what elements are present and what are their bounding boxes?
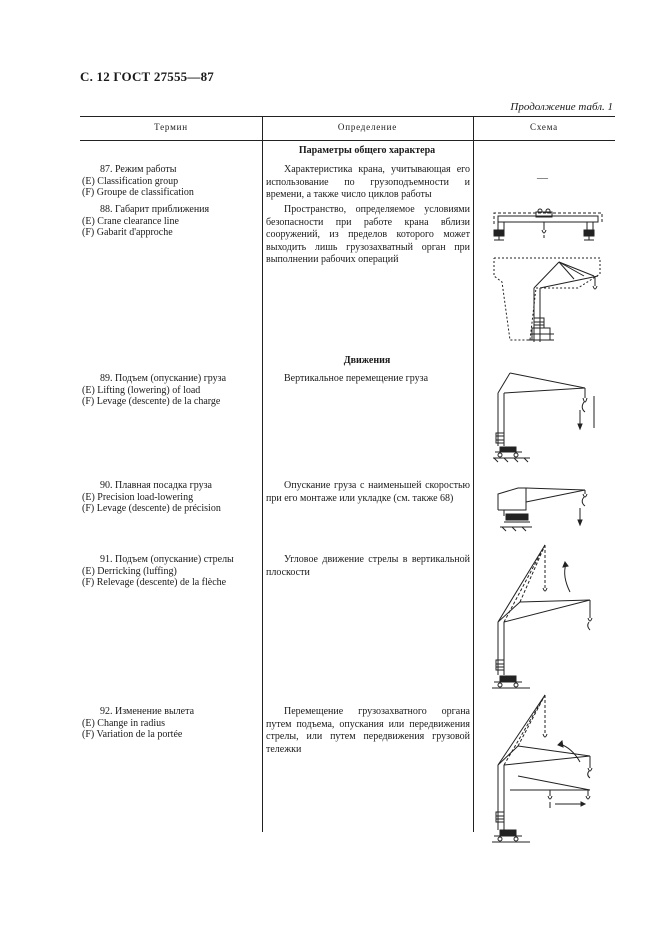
term-ru: Плавная посадка груза: [115, 480, 212, 491]
term-number: 90.: [100, 480, 113, 491]
column-divider-1: [262, 116, 263, 832]
scheme-89-lifting-figure: [490, 368, 610, 468]
term-89: [82, 373, 258, 408]
term-ru: Габарит приближения: [115, 204, 210, 215]
scheme-90-precision-lowering-figure: [490, 480, 610, 540]
page-header: С. 12 ГОСТ 27555—87: [80, 69, 214, 84]
term-ru: Подъем (опускание) стрелы: [115, 554, 234, 565]
column-header-term: Термин: [154, 122, 188, 132]
column-header-scheme: Схема: [530, 122, 558, 132]
table-header-rule: [80, 140, 615, 141]
term-fr: (F) Gabarit d'approche: [82, 227, 173, 238]
scheme-92-change-radius-figure: [490, 690, 610, 848]
column-header-definition: Определение: [337, 122, 398, 132]
scheme-87-dash: —: [537, 172, 548, 184]
term-ru: Режим работы: [115, 164, 177, 175]
term-number: 89.: [100, 373, 113, 384]
table-continuation-label: Продолжение табл. 1: [510, 101, 613, 113]
term-en: (E) Change in radius: [82, 717, 166, 729]
section-title-general: Параметры общего характера: [298, 145, 436, 156]
scheme-88-clearance-figure: [474, 200, 614, 345]
term-ru: Изменение вылета: [115, 706, 195, 717]
definition-90: Опускание груза с наименьшей скоростью при его монтаже или укладке (см. также 68): [266, 480, 470, 504]
term-number: 92.: [100, 706, 113, 717]
term-en: (E) Derricking (luffing): [82, 565, 177, 577]
term-fr: (F) Levage (descente) de précision: [82, 503, 221, 514]
term-fr: (F) Groupe de classification: [82, 187, 194, 198]
term-88: [82, 204, 258, 239]
definition-89: Вертикальное перемещение груза: [284, 373, 429, 384]
definition-87: Характеристика крана, учитывающая его использование по грузоподъемности и времени, а также число циклов работы: [266, 164, 470, 200]
definition-91: Угловое движение стрелы в вертикальной плоскости: [266, 554, 470, 578]
term-number: 88.: [100, 204, 113, 215]
term-87: [82, 164, 258, 199]
term-fr: (F) Relevage (descente) de la flèche: [82, 577, 227, 588]
scheme-91-derricking-figure: [490, 540, 610, 690]
term-fr: (F) Variation de la portée: [82, 729, 183, 740]
term-en: (E) Lifting (lowering) of load: [82, 384, 201, 396]
definition-88: Пространство, определяемое условиями безопасности при работе крана вблизи сооружений, из пределов которого может выходить лишь грузозахватный орган при выполнении рабочих операций: [266, 204, 470, 265]
term-90: [82, 480, 258, 515]
table-top-rule: [80, 116, 615, 117]
term-91: [82, 554, 258, 589]
section-title-movements: Движения: [343, 355, 391, 366]
term-en: (E) Crane clearance line: [82, 215, 179, 227]
term-92: [82, 706, 258, 741]
definition-92: Перемещение грузозахватного органа путем подъема, опускания или передвижения стрелы, или путем передвижения грузовой тележки: [266, 706, 470, 755]
term-number: 91.: [100, 554, 113, 565]
term-fr: (F) Levage (descente) de la charge: [82, 396, 221, 407]
term-en: (E) Precision load-lowering: [82, 491, 194, 503]
term-number: 87.: [100, 164, 113, 175]
term-en: (E) Classification group: [82, 175, 179, 187]
term-ru: Подъем (опускание) груза: [115, 373, 227, 384]
